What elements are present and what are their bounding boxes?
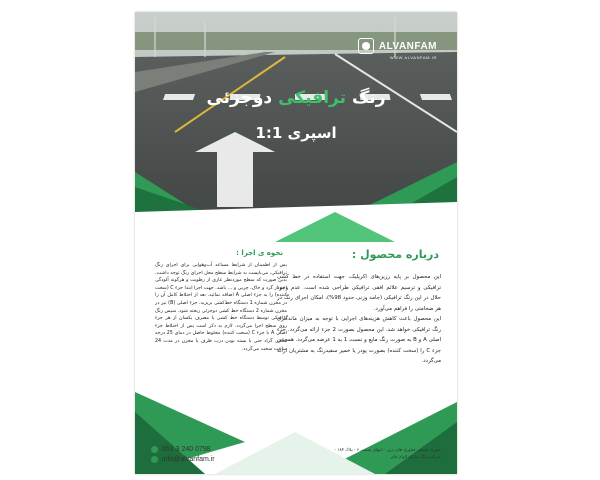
method-text: پس از اطمینان از شرایط مساعد آب‌وهوایی برای اجرای رنگ ترافیکی، می‌بایست به شرایط سطح محل اجرای رنگ توجه داشت. بدین صورت که سطح موردنظر عاری از رطوبت و هرگونه آلودگی اعم از گرد و خاک، چربی و ... باشد. جهت اجرا ابتدا جزء C (سخت کننده) را به جزء اصلی A اضافه نمائید. بعد از اختلاط کامل آن را در مخزن شماره 1 دستگاه خط‌کشی بریزید. جزء اصلی (B) نیز در مخزن شماره 2 دستگاه خط کشی دوجزئی ریخته شود. سپس رنگ ترافیکی توسط دستگاه خط کشی با مصرف یکسان از هر جزء روی سطح اجرا می‌گردد. لازم به ذکر است پس از اختلاط جزء اصلی A با جزء C (سخت کننده) مخلوط حاصل در دمای 25 درجه سانتی گراد حتی با بسته بودن درب ظرف یا مخزن در مدت 24 ساعت سخت می‌گردد. [155, 263, 288, 352]
brand-name: ALVANFAM [378, 40, 437, 52]
brand-logo [358, 38, 437, 54]
email-row [151, 454, 215, 464]
about-paragraph: این محصول باعث کاهش هزینه‌های اجرایی با توجه به میزان ماندگاری رنگ ترافیکی خواهد شد. این محصول بصورت 2 جزء ارائه می‌گردد. جزء اصلی A و B به صورت رنگ مایع و نسبت 1 به 1 عرضه می‌گردد. همچنین جزء C را (سخت کننده) بصورت پودر یا خمیر سفیدرنگ به مشتریان ارائه می‌گردد. [277, 316, 442, 364]
about-text [277, 272, 441, 367]
phone-number[interactable]: 051 3 240 0798 [162, 445, 211, 453]
email-icon [151, 456, 158, 463]
brand-website: WWW.ALVANFAM.IR [389, 55, 437, 60]
product-title [135, 88, 457, 108]
about-paragraph: این محصول بر پایه رزین‌های اکریلیک، جهت استفاده در خط کشی ترافیکی و ترسیم علائم افقی ترافیکی طراحی شده است. عدم وجود حلال در این رنگ ترافیکی (جامد وزنی حدود 98%)، امکان اجرای رنگ در هر ضخامتی را فراهم می‌آورد. [277, 274, 441, 312]
company-address: شهرک صنعتی فناوری های برتر - انتهای صنعت ۶ - پلاک ۱۸۴ - شرکت رنگ سازان الوان فام [334, 447, 441, 459]
title-word-1: رنگ [351, 88, 386, 108]
phone-row [151, 444, 215, 454]
method-heading: نحوه ی اجرا : [236, 249, 283, 257]
title-word-3: دوجزئی [206, 88, 273, 108]
brochure-page [135, 12, 457, 474]
about-heading: درباره محصول : [351, 248, 439, 261]
title-accent-word: ترافیکی [278, 88, 347, 108]
logo-icon [358, 38, 374, 54]
product-subtitle: اسپری 1:1 [255, 124, 337, 142]
email-address[interactable]: info@alvanfam.ir [162, 455, 215, 463]
phone-icon [151, 446, 158, 453]
contact-block [151, 444, 215, 464]
